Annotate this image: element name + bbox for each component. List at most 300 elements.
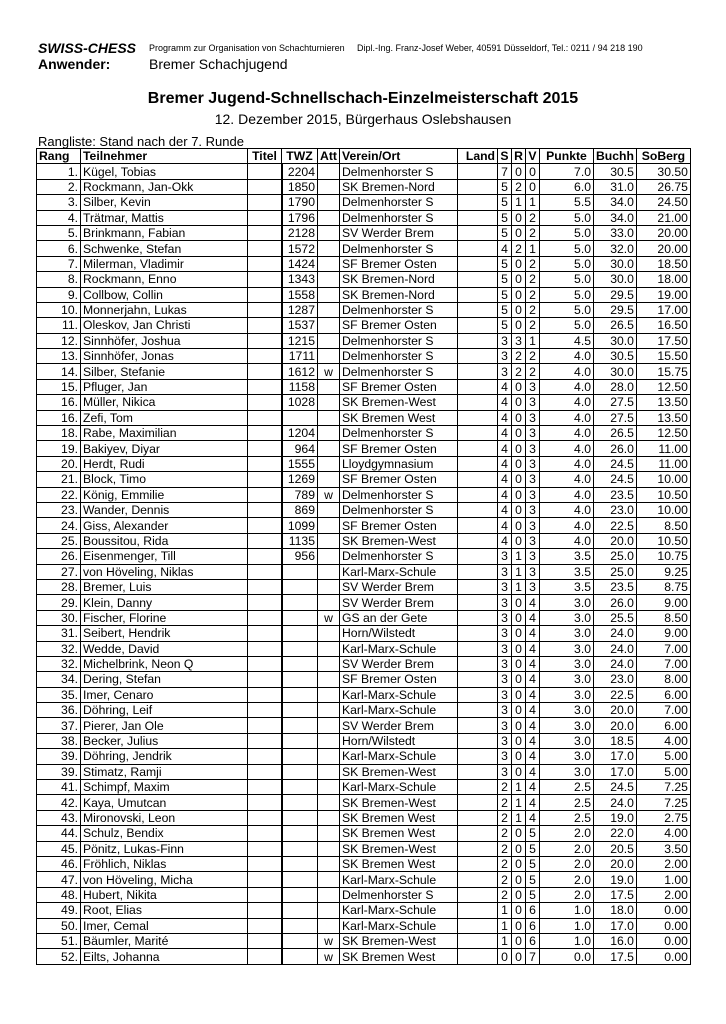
cell-buchh: 19.0 bbox=[594, 872, 637, 887]
cell-s: 4 bbox=[498, 487, 512, 502]
cell-att bbox=[318, 872, 340, 887]
cell-land bbox=[458, 887, 498, 902]
cell-land bbox=[458, 441, 498, 456]
cell-punkte: 2.5 bbox=[540, 780, 594, 795]
cell-r: 0 bbox=[512, 379, 526, 394]
cell-twz bbox=[282, 733, 318, 748]
cell-s: 3 bbox=[498, 564, 512, 579]
cell-verein: SV Werder Brem bbox=[340, 718, 458, 733]
cell-teilnehmer: Fröhlich, Niklas bbox=[81, 856, 248, 871]
cell-buchh: 33.0 bbox=[594, 225, 637, 240]
cell-punkte: 7.0 bbox=[540, 164, 594, 179]
cell-rang: 9. bbox=[37, 287, 81, 302]
cell-twz: 1796 bbox=[282, 210, 318, 225]
cell-land bbox=[458, 410, 498, 425]
cell-teilnehmer: Schwenke, Stefan bbox=[81, 241, 248, 256]
table-row bbox=[37, 195, 691, 210]
table-row bbox=[37, 841, 691, 856]
cell-twz: 1269 bbox=[282, 472, 318, 487]
cell-teilnehmer: von Höveling, Niklas bbox=[81, 564, 248, 579]
cell-teilnehmer: Monnerjahn, Lukas bbox=[81, 302, 248, 317]
cell-land bbox=[458, 426, 498, 441]
cell-v: 4 bbox=[526, 626, 540, 641]
cell-titel bbox=[248, 933, 282, 948]
table-row bbox=[37, 918, 691, 933]
cell-r: 0 bbox=[512, 318, 526, 333]
cell-punkte: 5.0 bbox=[540, 256, 594, 271]
table-row bbox=[37, 656, 691, 671]
author-address: Dipl.-Ing. Franz-Josef Weber, 40591 Düsseldorf, Tel.: 0211 / 94 218 190 bbox=[357, 43, 643, 53]
table-row bbox=[37, 287, 691, 302]
cell-rang: 43. bbox=[37, 810, 81, 825]
cell-s: 4 bbox=[498, 410, 512, 425]
cell-titel bbox=[248, 272, 282, 287]
cell-r: 0 bbox=[512, 949, 526, 964]
table-header-row bbox=[37, 149, 691, 164]
cell-buchh: 19.0 bbox=[594, 810, 637, 825]
cell-soberg: 21.00 bbox=[636, 210, 690, 225]
cell-r: 0 bbox=[512, 641, 526, 656]
cell-soberg: 10.00 bbox=[636, 472, 690, 487]
cell-twz: 2128 bbox=[282, 225, 318, 240]
cell-v: 3 bbox=[526, 579, 540, 594]
cell-att bbox=[318, 349, 340, 364]
cell-s: 3 bbox=[498, 672, 512, 687]
cell-teilnehmer: Rabe, Maximilian bbox=[81, 426, 248, 441]
cell-v: 3 bbox=[526, 518, 540, 533]
cell-att bbox=[318, 564, 340, 579]
cell-verein: Delmenhorster S bbox=[340, 241, 458, 256]
cell-verein: Karl-Marx-Schule bbox=[340, 872, 458, 887]
cell-titel bbox=[248, 487, 282, 502]
cell-att bbox=[318, 241, 340, 256]
cell-titel bbox=[248, 379, 282, 394]
cell-buchh: 23.0 bbox=[594, 672, 637, 687]
col-header-titel: Titel bbox=[248, 149, 282, 164]
cell-verein: SF Bremer Osten bbox=[340, 472, 458, 487]
cell-r: 2 bbox=[512, 364, 526, 379]
cell-rang: 50. bbox=[37, 918, 81, 933]
cell-land bbox=[458, 718, 498, 733]
cell-teilnehmer: Zefi, Tom bbox=[81, 410, 248, 425]
cell-s: 5 bbox=[498, 256, 512, 271]
cell-att bbox=[318, 903, 340, 918]
cell-soberg: 8.50 bbox=[636, 518, 690, 533]
cell-titel bbox=[248, 426, 282, 441]
cell-att bbox=[318, 318, 340, 333]
cell-teilnehmer: Root, Elias bbox=[81, 903, 248, 918]
cell-r: 0 bbox=[512, 502, 526, 517]
cell-buchh: 30.5 bbox=[594, 349, 637, 364]
cell-rang: 30. bbox=[37, 610, 81, 625]
table-row bbox=[37, 364, 691, 379]
cell-s: 4 bbox=[498, 518, 512, 533]
cell-twz: 1555 bbox=[282, 456, 318, 471]
cell-land bbox=[458, 810, 498, 825]
cell-v: 3 bbox=[526, 549, 540, 564]
cell-v: 4 bbox=[526, 672, 540, 687]
cell-land bbox=[458, 795, 498, 810]
cell-punkte: 3.5 bbox=[540, 549, 594, 564]
cell-punkte: 4.0 bbox=[540, 533, 594, 548]
cell-verein: SF Bremer Osten bbox=[340, 379, 458, 394]
cell-v: 2 bbox=[526, 287, 540, 302]
cell-teilnehmer: Block, Timo bbox=[81, 472, 248, 487]
cell-s: 3 bbox=[498, 749, 512, 764]
cell-s: 2 bbox=[498, 826, 512, 841]
cell-r: 0 bbox=[512, 256, 526, 271]
cell-soberg: 24.50 bbox=[636, 195, 690, 210]
cell-v: 6 bbox=[526, 918, 540, 933]
cell-s: 4 bbox=[498, 426, 512, 441]
cell-s: 4 bbox=[498, 241, 512, 256]
cell-verein: Karl-Marx-Schule bbox=[340, 749, 458, 764]
cell-r: 2 bbox=[512, 179, 526, 194]
cell-r: 0 bbox=[512, 718, 526, 733]
cell-rang: 6. bbox=[37, 241, 81, 256]
col-header-soberg: SoBerg bbox=[636, 149, 690, 164]
cell-r: 0 bbox=[512, 426, 526, 441]
cell-punkte: 5.0 bbox=[540, 287, 594, 302]
cell-land bbox=[458, 872, 498, 887]
cell-twz bbox=[282, 933, 318, 948]
cell-r: 0 bbox=[512, 595, 526, 610]
cell-att bbox=[318, 302, 340, 317]
cell-teilnehmer: Döhring, Jendrik bbox=[81, 749, 248, 764]
cell-v: 5 bbox=[526, 856, 540, 871]
cell-buchh: 17.0 bbox=[594, 764, 637, 779]
cell-punkte: 3.0 bbox=[540, 749, 594, 764]
cell-buchh: 24.5 bbox=[594, 780, 637, 795]
cell-teilnehmer: Bäumler, Marité bbox=[81, 933, 248, 948]
table-row bbox=[37, 441, 691, 456]
cell-rang: 3. bbox=[37, 195, 81, 210]
cell-v: 3 bbox=[526, 533, 540, 548]
cell-buchh: 30.0 bbox=[594, 272, 637, 287]
cell-buchh: 17.0 bbox=[594, 918, 637, 933]
cell-soberg: 11.00 bbox=[636, 456, 690, 471]
cell-buchh: 17.5 bbox=[594, 887, 637, 902]
cell-land bbox=[458, 333, 498, 348]
table-row bbox=[37, 349, 691, 364]
cell-twz bbox=[282, 410, 318, 425]
cell-titel bbox=[248, 533, 282, 548]
cell-land bbox=[458, 595, 498, 610]
cell-punkte: 2.0 bbox=[540, 856, 594, 871]
cell-soberg: 8.75 bbox=[636, 579, 690, 594]
cell-soberg: 2.00 bbox=[636, 856, 690, 871]
cell-titel bbox=[248, 349, 282, 364]
cell-v: 2 bbox=[526, 210, 540, 225]
cell-soberg: 4.00 bbox=[636, 826, 690, 841]
cell-v: 7 bbox=[526, 949, 540, 964]
cell-twz: 964 bbox=[282, 441, 318, 456]
cell-buchh: 24.0 bbox=[594, 626, 637, 641]
cell-punkte: 4.0 bbox=[540, 518, 594, 533]
cell-teilnehmer: Kaya, Umutcan bbox=[81, 795, 248, 810]
cell-titel bbox=[248, 210, 282, 225]
cell-r: 3 bbox=[512, 333, 526, 348]
cell-s: 5 bbox=[498, 272, 512, 287]
cell-buchh: 20.0 bbox=[594, 718, 637, 733]
cell-punkte: 3.0 bbox=[540, 610, 594, 625]
cell-att bbox=[318, 195, 340, 210]
cell-att bbox=[318, 687, 340, 702]
cell-rang: 13. bbox=[37, 349, 81, 364]
cell-buchh: 20.0 bbox=[594, 703, 637, 718]
cell-land bbox=[458, 272, 498, 287]
cell-soberg: 6.00 bbox=[636, 687, 690, 702]
cell-twz: 1135 bbox=[282, 533, 318, 548]
cell-v: 2 bbox=[526, 318, 540, 333]
cell-s: 2 bbox=[498, 872, 512, 887]
cell-rang: 38. bbox=[37, 733, 81, 748]
cell-rang: 18. bbox=[37, 426, 81, 441]
cell-att bbox=[318, 272, 340, 287]
cell-titel bbox=[248, 841, 282, 856]
table-row bbox=[37, 164, 691, 179]
cell-punkte: 2.5 bbox=[540, 795, 594, 810]
cell-r: 0 bbox=[512, 272, 526, 287]
cell-titel bbox=[248, 687, 282, 702]
cell-att bbox=[318, 256, 340, 271]
table-row bbox=[37, 780, 691, 795]
table-row bbox=[37, 579, 691, 594]
cell-buchh: 29.5 bbox=[594, 287, 637, 302]
cell-r: 0 bbox=[512, 672, 526, 687]
cell-land bbox=[458, 749, 498, 764]
cell-r: 1 bbox=[512, 549, 526, 564]
cell-s: 2 bbox=[498, 887, 512, 902]
cell-v: 2 bbox=[526, 364, 540, 379]
cell-buchh: 30.0 bbox=[594, 256, 637, 271]
cell-r: 0 bbox=[512, 656, 526, 671]
cell-rang: 19. bbox=[37, 441, 81, 456]
cell-rang: 47. bbox=[37, 872, 81, 887]
cell-verein: Delmenhorster S bbox=[340, 364, 458, 379]
cell-soberg: 30.50 bbox=[636, 164, 690, 179]
cell-verein: SK Bremen West bbox=[340, 410, 458, 425]
col-header-punkte: Punkte bbox=[540, 149, 594, 164]
cell-twz bbox=[282, 841, 318, 856]
cell-s: 4 bbox=[498, 441, 512, 456]
cell-titel bbox=[248, 472, 282, 487]
cell-v: 2 bbox=[526, 225, 540, 240]
cell-r: 0 bbox=[512, 472, 526, 487]
cell-titel bbox=[248, 225, 282, 240]
cell-punkte: 3.0 bbox=[540, 672, 594, 687]
document-header bbox=[38, 40, 698, 72]
cell-teilnehmer: Hubert, Nikita bbox=[81, 887, 248, 902]
cell-titel bbox=[248, 164, 282, 179]
cell-punkte: 3.0 bbox=[540, 718, 594, 733]
cell-r: 1 bbox=[512, 579, 526, 594]
cell-teilnehmer: Rockmann, Jan-Okk bbox=[81, 179, 248, 194]
cell-titel bbox=[248, 810, 282, 825]
table-row bbox=[37, 487, 691, 502]
cell-soberg: 7.00 bbox=[636, 641, 690, 656]
cell-r: 0 bbox=[512, 410, 526, 425]
table-row bbox=[37, 456, 691, 471]
cell-verein: SV Werder Brem bbox=[340, 579, 458, 594]
cell-rang: 24. bbox=[37, 518, 81, 533]
cell-punkte: 4.0 bbox=[540, 472, 594, 487]
cell-teilnehmer: Stimatz, Ramji bbox=[81, 764, 248, 779]
table-row bbox=[37, 502, 691, 517]
cell-s: 3 bbox=[498, 718, 512, 733]
cell-rang: 14. bbox=[37, 364, 81, 379]
cell-twz bbox=[282, 872, 318, 887]
cell-teilnehmer: Oleskov, Jan Christi bbox=[81, 318, 248, 333]
tournament-subtitle: 12. Dezember 2015, Bürgerhaus Oslebshausen bbox=[214, 111, 512, 127]
cell-teilnehmer: Eisenmenger, Till bbox=[81, 549, 248, 564]
cell-twz bbox=[282, 949, 318, 964]
table-row bbox=[37, 872, 691, 887]
cell-buchh: 23.0 bbox=[594, 502, 637, 517]
cell-soberg: 12.50 bbox=[636, 379, 690, 394]
cell-s: 5 bbox=[498, 195, 512, 210]
cell-verein: Delmenhorster S bbox=[340, 426, 458, 441]
cell-s: 4 bbox=[498, 395, 512, 410]
cell-titel bbox=[248, 610, 282, 625]
cell-v: 3 bbox=[526, 456, 540, 471]
cell-r: 0 bbox=[512, 518, 526, 533]
cell-titel bbox=[248, 856, 282, 871]
cell-teilnehmer: Boussitou, Rida bbox=[81, 533, 248, 548]
cell-v: 4 bbox=[526, 595, 540, 610]
col-header-verein: Verein/Ort bbox=[340, 149, 458, 164]
cell-punkte: 3.0 bbox=[540, 656, 594, 671]
cell-teilnehmer: Sinnhöfer, Jonas bbox=[81, 349, 248, 364]
cell-buchh: 26.0 bbox=[594, 441, 637, 456]
cell-s: 0 bbox=[498, 949, 512, 964]
cell-rang: 20. bbox=[37, 456, 81, 471]
cell-punkte: 4.0 bbox=[540, 502, 594, 517]
cell-land bbox=[458, 933, 498, 948]
cell-twz: 1028 bbox=[282, 395, 318, 410]
cell-twz bbox=[282, 718, 318, 733]
cell-soberg: 9.25 bbox=[636, 564, 690, 579]
cell-land bbox=[458, 672, 498, 687]
user-label: Anwender: bbox=[38, 56, 111, 72]
cell-land bbox=[458, 302, 498, 317]
cell-twz bbox=[282, 780, 318, 795]
cell-teilnehmer: Schimpf, Maxim bbox=[81, 780, 248, 795]
cell-s: 7 bbox=[498, 164, 512, 179]
cell-land bbox=[458, 549, 498, 564]
cell-teilnehmer: Seibert, Hendrik bbox=[81, 626, 248, 641]
cell-buchh: 34.0 bbox=[594, 195, 637, 210]
cell-att bbox=[318, 841, 340, 856]
cell-twz bbox=[282, 764, 318, 779]
cell-rang: 37. bbox=[37, 718, 81, 733]
cell-buchh: 27.5 bbox=[594, 395, 637, 410]
cell-v: 4 bbox=[526, 764, 540, 779]
cell-att bbox=[318, 164, 340, 179]
cell-punkte: 3.0 bbox=[540, 687, 594, 702]
cell-verein: SK Bremen-West bbox=[340, 933, 458, 948]
cell-rang: 16. bbox=[37, 410, 81, 425]
cell-buchh: 25.0 bbox=[594, 564, 637, 579]
cell-r: 0 bbox=[512, 533, 526, 548]
cell-teilnehmer: Giss, Alexander bbox=[81, 518, 248, 533]
cell-titel bbox=[248, 364, 282, 379]
cell-buchh: 25.5 bbox=[594, 610, 637, 625]
cell-twz bbox=[282, 564, 318, 579]
cell-soberg: 10.00 bbox=[636, 502, 690, 517]
cell-s: 1 bbox=[498, 903, 512, 918]
table-row bbox=[37, 887, 691, 902]
cell-rang: 21. bbox=[37, 472, 81, 487]
cell-soberg: 8.50 bbox=[636, 610, 690, 625]
cell-land bbox=[458, 349, 498, 364]
cell-r: 2 bbox=[512, 349, 526, 364]
cell-titel bbox=[248, 826, 282, 841]
cell-soberg: 18.00 bbox=[636, 272, 690, 287]
cell-twz: 869 bbox=[282, 502, 318, 517]
cell-punkte: 3.0 bbox=[540, 641, 594, 656]
cell-land bbox=[458, 579, 498, 594]
cell-teilnehmer: König, Emmilie bbox=[81, 487, 248, 502]
cell-teilnehmer: Wedde, David bbox=[81, 641, 248, 656]
cell-verein: SK Bremen-Nord bbox=[340, 287, 458, 302]
cell-twz bbox=[282, 672, 318, 687]
cell-s: 3 bbox=[498, 687, 512, 702]
cell-rang: 51. bbox=[37, 933, 81, 948]
cell-punkte: 2.0 bbox=[540, 887, 594, 902]
cell-v: 4 bbox=[526, 810, 540, 825]
table-row bbox=[37, 810, 691, 825]
cell-buchh: 24.0 bbox=[594, 795, 637, 810]
cell-buchh: 27.5 bbox=[594, 410, 637, 425]
cell-rang: 39. bbox=[37, 764, 81, 779]
cell-att: w bbox=[318, 364, 340, 379]
cell-teilnehmer: Pfluger, Jan bbox=[81, 379, 248, 394]
cell-att bbox=[318, 703, 340, 718]
col-header-land: Land bbox=[458, 149, 498, 164]
col-header-buchh: Buchh bbox=[594, 149, 637, 164]
cell-r: 0 bbox=[512, 441, 526, 456]
cell-v: 2 bbox=[526, 256, 540, 271]
cell-rang: 41. bbox=[37, 780, 81, 795]
cell-titel bbox=[248, 887, 282, 902]
cell-v: 1 bbox=[526, 333, 540, 348]
cell-teilnehmer: Michelbrink, Neon Q bbox=[81, 656, 248, 671]
cell-v: 4 bbox=[526, 656, 540, 671]
cell-titel bbox=[248, 626, 282, 641]
cell-twz: 1204 bbox=[282, 426, 318, 441]
ranking-table bbox=[36, 148, 691, 965]
cell-land bbox=[458, 733, 498, 748]
cell-buchh: 17.5 bbox=[594, 949, 637, 964]
cell-soberg: 6.00 bbox=[636, 718, 690, 733]
cell-att bbox=[318, 456, 340, 471]
cell-rang: 12. bbox=[37, 333, 81, 348]
table-row bbox=[37, 333, 691, 348]
cell-r: 0 bbox=[512, 733, 526, 748]
cell-soberg: 9.00 bbox=[636, 626, 690, 641]
cell-soberg: 16.50 bbox=[636, 318, 690, 333]
cell-v: 6 bbox=[526, 903, 540, 918]
cell-land bbox=[458, 287, 498, 302]
cell-twz: 1572 bbox=[282, 241, 318, 256]
ranking-table-body bbox=[37, 164, 691, 964]
cell-soberg: 0.00 bbox=[636, 918, 690, 933]
cell-land bbox=[458, 656, 498, 671]
cell-twz: 1424 bbox=[282, 256, 318, 271]
cell-buchh: 28.0 bbox=[594, 379, 637, 394]
table-row bbox=[37, 826, 691, 841]
